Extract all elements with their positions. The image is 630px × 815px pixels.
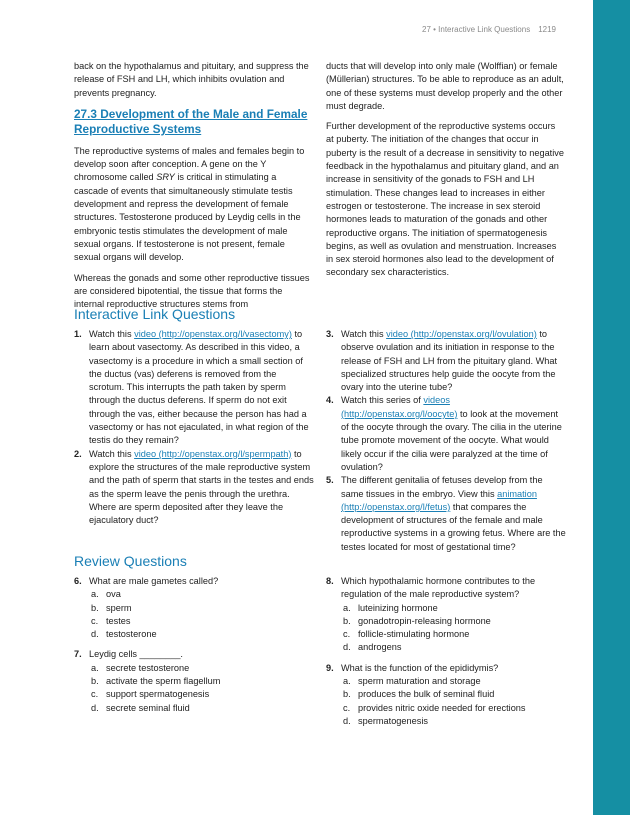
- answer-option: b. sperm: [91, 602, 132, 613]
- interactive-questions-left: [74, 328, 314, 527]
- answer-option: c. support spermatogenesis: [91, 689, 210, 700]
- question-item: 7. Leydig cells ________.: [74, 649, 183, 660]
- text-column-left: [74, 60, 312, 318]
- header-chapter: 27 • Interactive Link Questions: [422, 25, 531, 34]
- animation-link[interactable]: animation (http://openstax.org/l/fetus): [341, 488, 537, 512]
- paragraph: Whereas the gonads and some other reproductive tissues are considered bipotential, the tissue that forms the internal reproductive structures stems from: [74, 272, 310, 310]
- page-number: 1219: [538, 25, 556, 34]
- answer-option: d. testosterone: [91, 629, 157, 640]
- answer-option: c. provides nitric oxide needed for erections: [343, 702, 526, 713]
- paragraph: The reproductive systems of males and females begin to develop soon after conception. A gene on the Y chromosome called SRY is critical in stimulating a cascade of events that simultaneously stimulate testis development and repress the development of female structures. Testosterone produced by Leydig cells in the embryonic testis stimulates the development of male sexual organs. If testosterone is not present, female sexual organs will develop.: [74, 145, 305, 263]
- question-item: 1. Watch this video (http://openstax.org/l/vasectomy) to learn about vasectomy. As described in this video, a vasectomy is a procedure in which a small section of the ductus (vas) deferens is removed from the scrotum. This interrupts the path taken by sperm through the ductus deferens. If sperm do not exit through the vas, either because the person has had a vasectomy or has not ejaculated, in what region of the testis do they remain?: [74, 329, 309, 446]
- question-item: 4. Watch this series of videos (http://openstax.org/l/oocyte) to look at the movement of the oocyte through the ovary. The cilia in the uterine tube promote movement of the oocyte. What would likely occur if the cilia were paralyzed at the time of ovulation?: [326, 395, 562, 472]
- answer-option: d. secrete seminal fluid: [91, 702, 190, 713]
- answer-options: [326, 602, 566, 655]
- question-item: 8. Which hypothalamic hormone contributes to the regulation of the male reproductive system?: [326, 576, 536, 600]
- review-questions-heading: Review Questions: [74, 553, 187, 569]
- paragraph: back on the hypothalamus and pituitary, and suppress the release of FSH and LH, which inhibits ovulation and prevents pregnancy.: [74, 61, 309, 98]
- answer-option: a. secrete testosterone: [91, 662, 190, 673]
- answer-option: c. follicle-stimulating hormone: [343, 629, 470, 640]
- answer-option: a. sperm maturation and storage: [343, 676, 481, 687]
- video-link[interactable]: video (http://openstax.org/l/spermpath): [134, 448, 292, 459]
- question-item: 5. The different genitalia of fetuses develop from the same tissues in the embryo. View this animation (http://openstax.org/l/fetus) that compares the development of structures of the female and male reproductive systems in a growing fetus. Where are the testes located for most of gestational time?: [326, 475, 566, 552]
- interactive-questions-heading: Interactive Link Questions: [74, 306, 236, 322]
- review-questions-right: [326, 575, 566, 735]
- videos-link[interactable]: videos (http://openstax.org/l/oocyte): [341, 395, 458, 419]
- answer-option: c. testes: [91, 615, 131, 626]
- paragraph: ducts that will develop into only male (Wolffian) or female (Müllerian) structures. To be able to reproduce as an adult, one of these systems must develop properly and the other must degrade.: [326, 61, 564, 111]
- answer-options: [74, 662, 314, 715]
- interactive-questions-right: [326, 328, 566, 554]
- review-questions-left: [74, 575, 314, 722]
- answer-option: a. ova: [91, 589, 121, 600]
- answer-options: [326, 675, 566, 728]
- question-item: 3. Watch this video (http://openstax.org/l/ovulation) to observe ovulation and its initiation in response to the release of FSH and LH from the pituitary gland. What specialized structures help guide the oocyte from the ovary into the uterine tube?: [326, 329, 558, 393]
- answer-option: d. androgens: [343, 642, 402, 653]
- answer-options: [74, 588, 314, 641]
- answer-option: b. produces the bulk of seminal fluid: [343, 689, 495, 700]
- answer-option: d. spermatogenesis: [343, 715, 428, 726]
- answer-option: b. gonadotropin-releasing hormone: [343, 615, 491, 626]
- running-header: [422, 25, 556, 34]
- question-item: 2. Watch this video (http://openstax.org/l/spermpath) to explore the structures of the male reproductive system and the path of sperm that starts in the testes and ends as the sperm leave the penis through the urethra. Where are sperm deposited after they leave the ejaculatory duct?: [74, 448, 314, 526]
- answer-option: b. activate the sperm flagellum: [91, 676, 221, 687]
- side-color-bar: [593, 0, 630, 815]
- video-link[interactable]: video (http://openstax.org/l/ovulation): [386, 329, 537, 339]
- question-item: 9. What is the function of the epididymis?: [326, 662, 499, 673]
- paragraph: Further development of the reproductive systems occurs at puberty. The initiation of the changes that occur in puberty is the result of a decrease in sensitivity to negative feedback in the hypothalamus and pituitary gland, and an increase in sensitivity of the gonads to FSH and LH stimulation. These changes lead to increases in either estrogen or testosterone. The increase in sex steroid hormones leads to maturation of the gonads and other reproductive organs. The initiation of spermatogenesis begins, as well as ovulation and menstruation. Increases in sex steroid hormones also lead to the development of secondary sex characteristics.: [326, 121, 564, 278]
- video-link[interactable]: video (http://openstax.org/l/vasectomy): [134, 329, 292, 339]
- answer-option: a. luteinizing hormone: [343, 602, 438, 613]
- question-item: 6. What are male gametes called?: [74, 576, 219, 586]
- text-column-right: [326, 60, 564, 287]
- section-heading[interactable]: 27.3 Development of the Male and Female Reproductive Systems: [74, 106, 308, 136]
